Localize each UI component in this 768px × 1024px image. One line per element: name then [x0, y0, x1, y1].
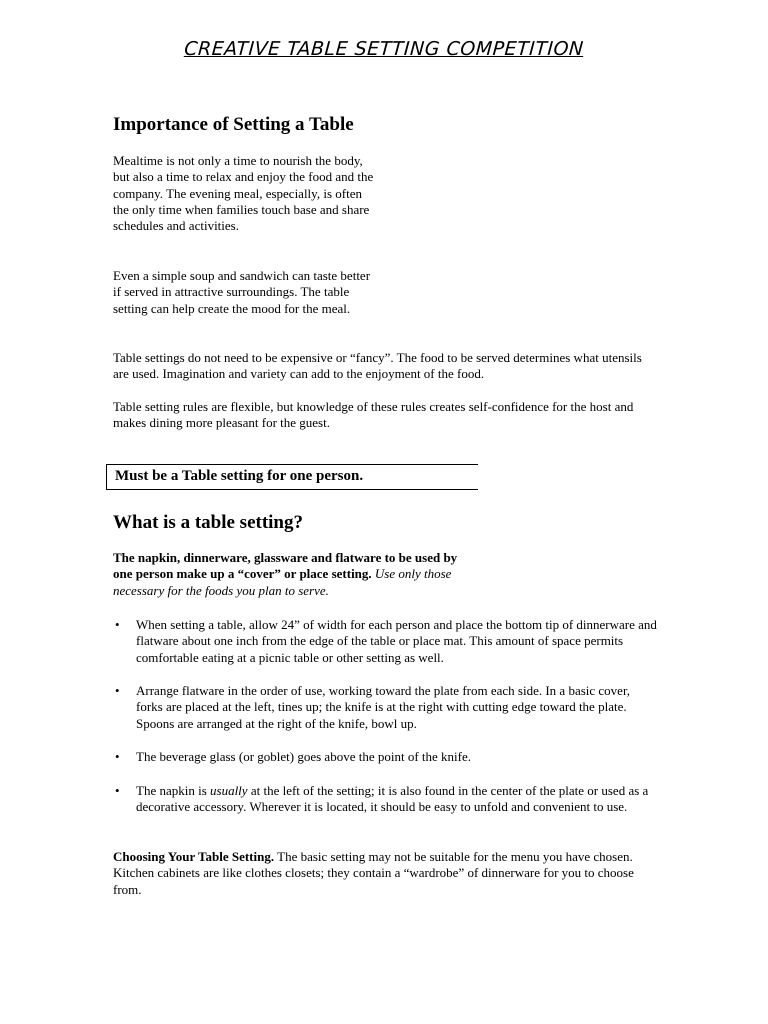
- bullet-symbol: •: [115, 683, 120, 698]
- section-heading-what-is: What is a table setting?: [113, 512, 303, 533]
- boxed-requirement-note: [106, 464, 478, 490]
- paragraph-mealtime: Mealtime is not only a time to nourish the body, but also a time to relax and enjoy the food and the company. The evening meal, especially, is often the only time when families touch base and share schedules and activities.: [113, 153, 374, 234]
- bullet-text: Arrange flatware in the order of use, working toward the plate from each side. In a basic cover, forks are placed at the left, tines up; the knife is at the right with cutting edge toward the plate. Spoons are arranged at the right of the knife, bowl up.: [136, 683, 630, 731]
- choosing-setting-text: The basic setting may not be suitable for the menu you have chosen. Kitchen cabinets are like clothes closets; they contain a “wardrobe” of dinnerware for you to choose from.: [113, 849, 634, 897]
- bullet-text-napkin: [136, 783, 658, 816]
- napkin-suffix: at the left of the setting; it is also found in the center of the plate or used as a decorative accessory. Wherever it is located, it should be easy to unfold and convenient to use.: [136, 783, 649, 815]
- napkin-emphasis: usually: [210, 783, 248, 798]
- bullet-text: When setting a table, allow 24” of width for each person and place the bottom tip of dinnerware and flatware about one inch from the edge of the table or place mat. This amount of space permits comfortable eating at a picnic table or other setting as well.: [136, 617, 657, 665]
- napkin-prefix: The napkin is: [136, 783, 211, 798]
- bullet-text: The beverage glass (or goblet) goes above the point of the knife.: [136, 749, 471, 764]
- cover-definition-bold: The napkin, dinnerware, glassware and flatware to be used by one person make up a “cover” or place setting.: [113, 550, 458, 582]
- paragraph-soup-sandwich: Even a simple soup and sandwich can taste better if served in attractive surroundings. The table setting can help create the mood for the meal.: [113, 268, 371, 316]
- paragraph-choosing-setting: [113, 849, 658, 898]
- bullet-symbol: •: [115, 783, 120, 798]
- paragraph-not-expensive: Table settings do not need to be expensive or “fancy”. The food to be served determines what utensils are used. Imagination and variety can add to the enjoyment of the food.: [113, 350, 642, 382]
- boxed-requirement-text: Must be a Table setting for one person.: [115, 468, 364, 484]
- bullet-symbol: •: [115, 617, 120, 632]
- cover-definition-italic: Use only those necessary for the foods you plan to serve.: [113, 566, 452, 598]
- choosing-setting-bold: Choosing Your Table Setting.: [113, 849, 275, 864]
- section-heading-importance: Importance of Setting a Table: [113, 114, 354, 135]
- paragraph-cover-definition: [113, 550, 473, 599]
- bullet-symbol: •: [115, 749, 120, 764]
- paragraph-rules-flexible: Table setting rules are flexible, but knowledge of these rules creates self-confidence for the host and makes dining more pleasant for the guest.: [113, 399, 634, 431]
- page-title: CREATIVE TABLE SETTING COMPETITION: [183, 38, 585, 60]
